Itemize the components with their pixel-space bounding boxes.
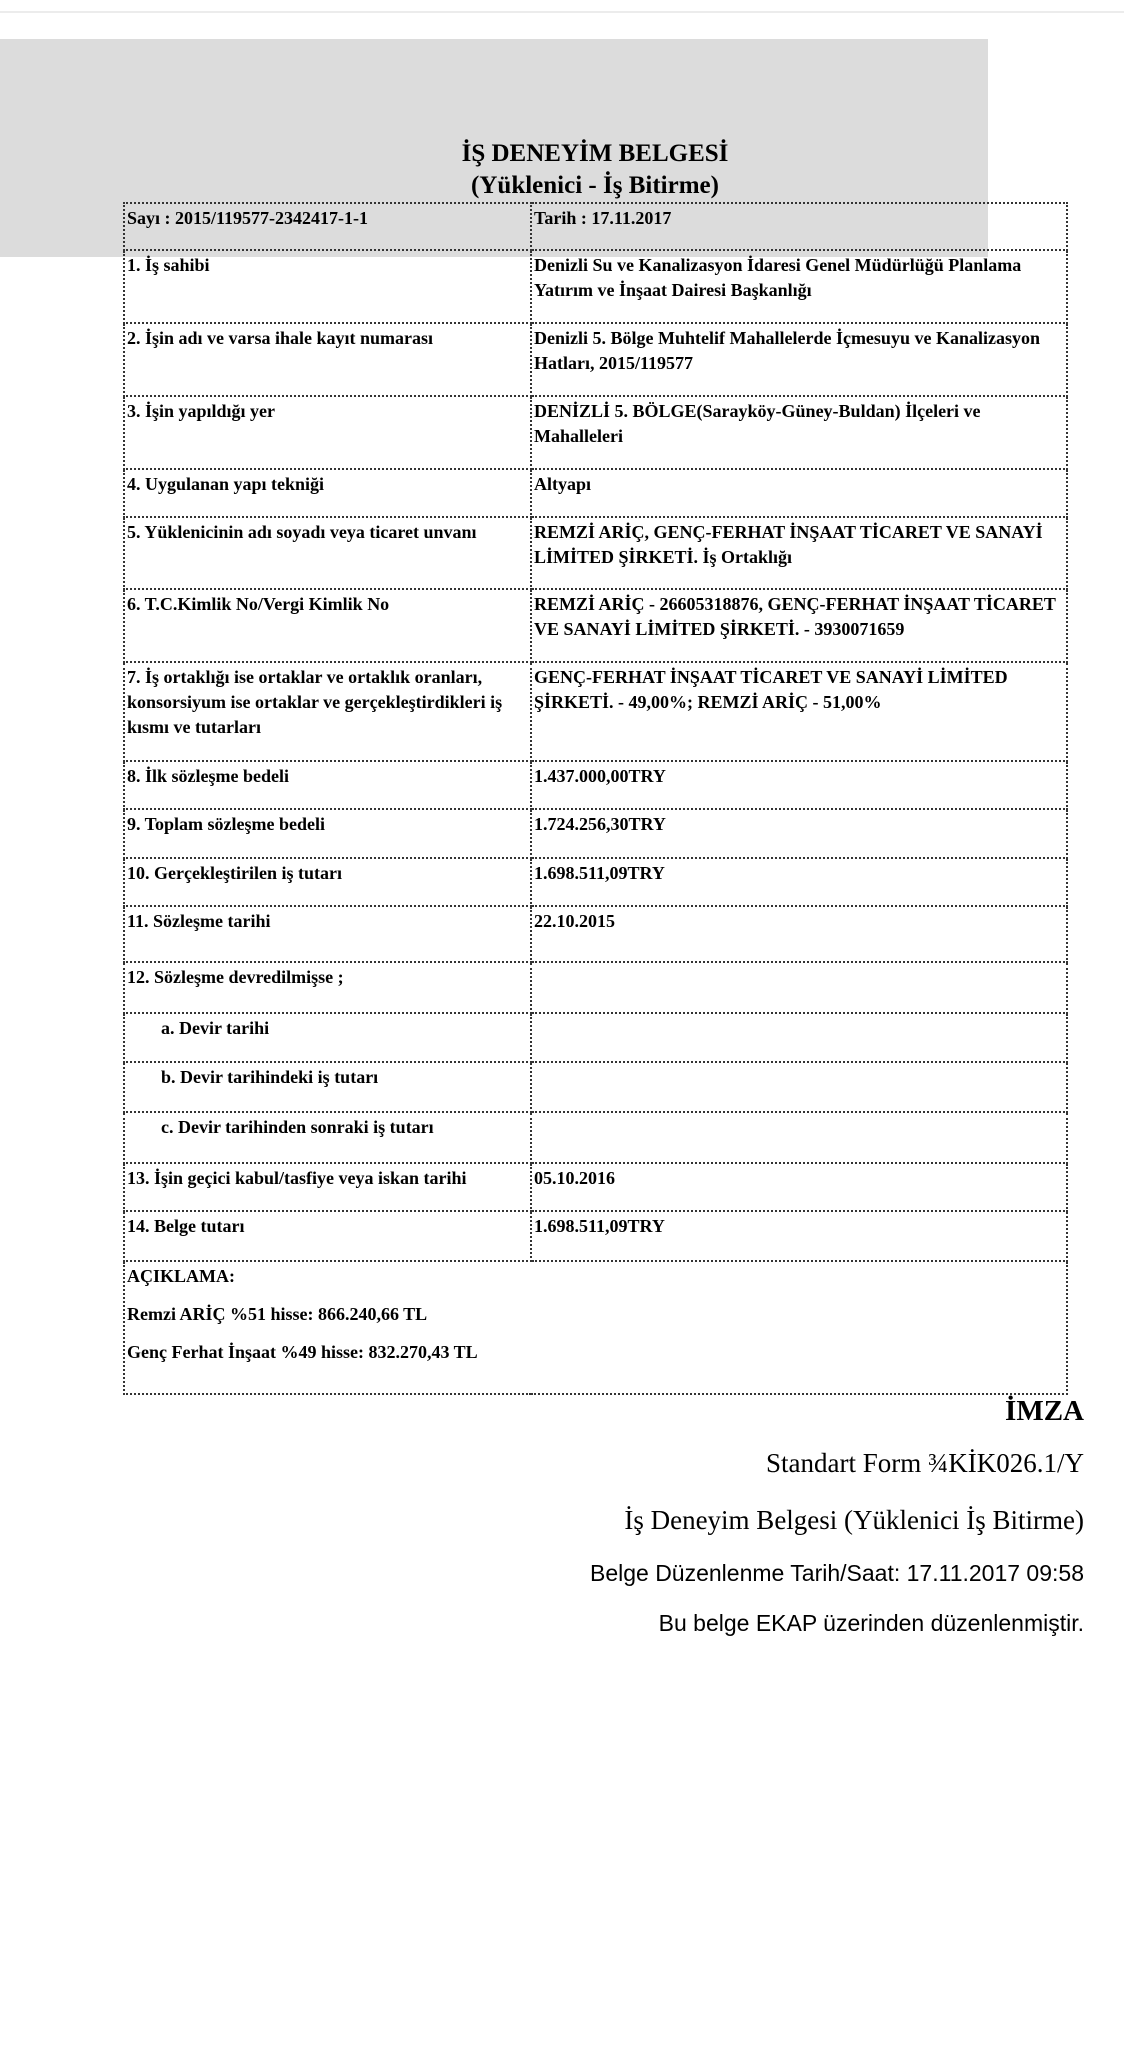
table-row xyxy=(124,1211,1067,1261)
table-row xyxy=(124,1112,1067,1163)
table-row xyxy=(124,662,1067,761)
row-label: 1. İş sahibi xyxy=(124,250,531,323)
aciklama-heading: AÇIKLAMA: xyxy=(127,1266,235,1286)
table-row xyxy=(124,1013,1067,1062)
row-label: c. Devir tarihinden sonraki iş tutarı xyxy=(124,1112,531,1163)
row-label: 11. Sözleşme tarihi xyxy=(124,906,531,962)
row-label: 5. Yüklenicinin adı soyadı veya ticaret unvanı xyxy=(124,517,531,589)
aciklama-row xyxy=(124,1261,1067,1394)
row-label: 12. Sözleşme devredilmişse ; xyxy=(124,962,531,1013)
issue-datetime: Belge Düzenlenme Tarih/Saat: 17.11.2017 09:58 xyxy=(589,1560,1084,1586)
row-label: 4. Uygulanan yapı tekniği xyxy=(124,469,531,517)
row-value: GENÇ-FERHAT İNŞAAT TİCARET VE SANAYİ LİMİTED ŞİRKETİ. - 49,00%; REMZİ ARİÇ - 51,00% xyxy=(531,662,1067,761)
table-row xyxy=(124,761,1067,809)
table-row xyxy=(124,469,1067,517)
row-value: Denizli Su ve Kanalizasyon İdaresi Genel Müdürlüğü Planlama Yatırım ve İnşaat Dairesi Başkanlığı xyxy=(531,250,1067,323)
certificate-table xyxy=(123,202,1068,1395)
row-value: 1.724.256,30TRY xyxy=(531,809,1067,858)
header-row xyxy=(124,203,1067,250)
row-value: Altyapı xyxy=(531,469,1067,517)
row-label: 13. İşin geçici kabul/tasfiye veya iskan tarihi xyxy=(124,1163,531,1211)
row-value: 22.10.2015 xyxy=(531,906,1067,962)
standard-form: Standart Form ¾KİK026.1/Y xyxy=(766,1448,1084,1478)
aciklama-line: Remzi ARİÇ %51 hisse: 866.240,66 TL xyxy=(127,1304,428,1324)
sayi-cell: Sayı : 2015/119577-2342417-1-1 xyxy=(124,203,531,250)
aciklama-line: Genç Ferhat İnşaat %49 hisse: 832.270,43 TL xyxy=(127,1342,478,1362)
table-row xyxy=(124,962,1067,1013)
row-label: a. Devir tarihi xyxy=(124,1013,531,1062)
row-label: 3. İşin yapıldığı yer xyxy=(124,396,531,469)
row-value xyxy=(531,1062,1067,1112)
top-divider xyxy=(0,11,1124,13)
document-type: İş Deneyim Belgesi (Yüklenici İş Bitirme) xyxy=(624,1505,1084,1535)
row-label: 7. İş ortaklığı ise ortaklar ve ortaklık oranları, konsorsiyum ise ortaklar ve gerçekleştirdikleri iş kısmı ve tutarları xyxy=(124,662,531,761)
row-value xyxy=(531,1013,1067,1062)
aciklama-cell xyxy=(124,1261,1067,1394)
table-row xyxy=(124,589,1067,662)
table-row xyxy=(124,323,1067,396)
table-row xyxy=(124,858,1067,906)
table-row xyxy=(124,906,1067,962)
row-value: REMZİ ARİÇ - 26605318876, GENÇ-FERHAT İNŞAAT TİCARET VE SANAYİ LİMİTED ŞİRKETİ. - 3930071659 xyxy=(531,589,1067,662)
table-row xyxy=(124,396,1067,469)
row-value: 1.437.000,00TRY xyxy=(531,761,1067,809)
table-row xyxy=(124,250,1067,323)
table-row xyxy=(124,517,1067,589)
row-label: 8. İlk sözleşme bedeli xyxy=(124,761,531,809)
document-subtitle: (Yüklenici - İş Bitirme) xyxy=(471,172,719,199)
ekap-note: Bu belge EKAP üzerinden düzenlenmiştir. xyxy=(658,1610,1084,1636)
row-value xyxy=(531,962,1067,1013)
row-value xyxy=(531,1112,1067,1163)
row-value: Denizli 5. Bölge Muhtelif Mahallelerde İçmesuyu ve Kanalizasyon Hatları, 2015/119577 xyxy=(531,323,1067,396)
table-row xyxy=(124,1163,1067,1211)
row-label: 9. Toplam sözleşme bedeli xyxy=(124,809,531,858)
signature-label: İMZA xyxy=(1005,1395,1084,1427)
tarih-cell: Tarih : 17.11.2017 xyxy=(531,203,1067,250)
row-value: 1.698.511,09TRY xyxy=(531,1211,1067,1261)
row-value: 1.698.511,09TRY xyxy=(531,858,1067,906)
row-label: 14. Belge tutarı xyxy=(124,1211,531,1261)
row-value: REMZİ ARİÇ, GENÇ-FERHAT İNŞAAT TİCARET VE SANAYİ LİMİTED ŞİRKETİ. İş Ortaklığı xyxy=(531,517,1067,589)
row-value: DENİZLİ 5. BÖLGE(Sarayköy-Güney-Buldan) İlçeleri ve Mahalleleri xyxy=(531,396,1067,469)
row-label: 6. T.C.Kimlik No/Vergi Kimlik No xyxy=(124,589,531,662)
row-label: 2. İşin adı ve varsa ihale kayıt numarası xyxy=(124,323,531,396)
row-value: 05.10.2016 xyxy=(531,1163,1067,1211)
table-row xyxy=(124,809,1067,858)
table-row xyxy=(124,1062,1067,1112)
row-label: 10. Gerçekleştirilen iş tutarı xyxy=(124,858,531,906)
row-label: b. Devir tarihindeki iş tutarı xyxy=(124,1062,531,1112)
document-title: İŞ DENEYİM BELGESİ xyxy=(461,140,729,167)
